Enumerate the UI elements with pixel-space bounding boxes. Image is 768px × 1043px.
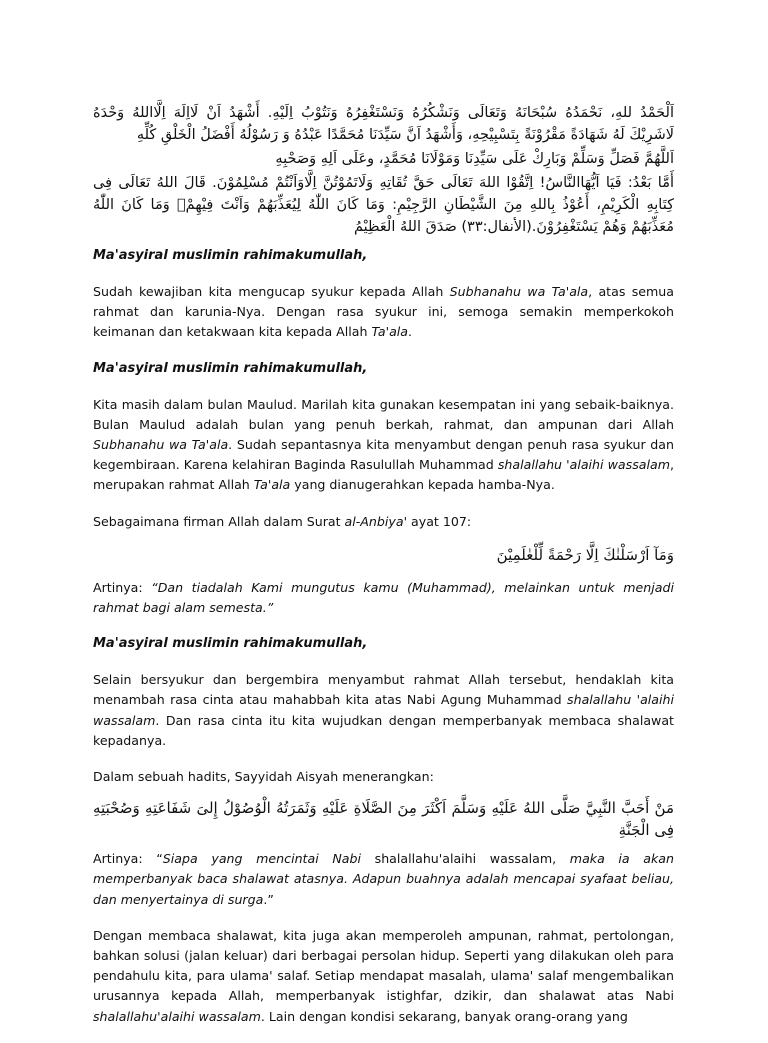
paragraph-syukur: Sudah kewajiban kita mengucap syukur kepada Allah Subhanahu wa Ta'ala, atas semua rahmat dan karunia-Nya. Dengan rasa syukur ini, semoga semakin memperkokoh keimanan dan ketakwaan kita kepada Allah Ta'ala.	[93, 284, 674, 340]
arabic-salawat-line: اَللَّهُمَّ فَصَلِّ وَسَلِّمْ وَبَارِكْ عَلَى سَيِّدِنَا وَمَوْلَانَا مُحَمَّدٍ، وعَلَى اَلِهِ وَصَحْبِهِ	[275, 151, 674, 167]
translation-hadith: Artinya: “Siapa yang mencintai Nabi shalallahu'alaihi wassalam, maka ia akan memperbanyak baca shalawat atasnya. Adapun buahnya adalah mencapai syafaat beliau, dan menyertainya di surga.”	[93, 851, 675, 907]
section-heading: Ma'asyiral muslimin rahimakumullah,	[93, 248, 368, 263]
section-heading: Ma'asyiral muslimin rahimakumullah,	[93, 360, 368, 376]
arabic-hadith: مَنْ أَحَبَّ النَّبِيَّ صَلَّى اللهُ عَلَيْهِ وَسَلَّمَ اَكْثَرَ مِنَ الصَّلَاةِ عَلَيْهِ وَثَمَرَتُهُ الْوُصُوْلُ إِلىَ شَفَاعَتِهِ وَصُحْبَتِهِ فِى الْجَنَّةِ	[93, 799, 674, 840]
paragraph-hadits-intro: Dalam sebuah hadits, Sayyidah Aisyah menerangkan:	[93, 769, 434, 785]
section-heading: Ma'asyiral muslimin rahimakumullah,	[93, 636, 368, 652]
document-body	[93, 100, 674, 1043]
paragraph-firman-intro: Sebagaimana firman Allah dalam Surat al-Anbiya' ayat 107:	[93, 513, 472, 529]
paragraph-mahabbah: Selain bersyukur dan bergembira menyambut rahmat Allah tersebut, hendaklah kita menambah rasa cinta atau mahabbah kita atas Nabi Agung Muhammad shalallahu 'alaihi wassalam. Dan rasa cinta itu kita wujudkan dengan memperbanyak membaca shalawat kepadanya.	[93, 672, 674, 748]
translation-verse: Artinya: “Dan tiadalah Kami mungutus kamu (Muhammad), melainkan untuk menjadi rahmat bagi alam semesta.”	[93, 579, 674, 616]
arabic-amma-badu: أَمَّا بَعْدُ: فَيَا اَيُّهَاالنَّاسُ! اِتَّقُوْا اللهَ تَعَالَى حَقَّ تُقَاتِهِ وَلَاتَمُوْتُنَّ اِلَّاوَاَنْتُمْ مُسْلِمُوْنَ. قَالَ اللهُ تَعَالَى فِى كِتَابِهِ الْكَرِيْمِ، أَعُوْذُ بِاللهِ مِنَ الشَّيْطَانِ الرَّجِيْمِ: وَمَا كَانَ اللّٰهُ لِيُعَذِّبَهُمْ وَاَنْتَ فِيْهِمْۗ وَمَا كَانَ اللّٰهُ مُعَذِّبَهُمْ وَهُمْ يَسْتَغْفِرُوْنَ.(الأنفال:٣٣) صَدَقَ اللهُ الْعَظِيْمُ	[93, 175, 674, 235]
paragraph-shalawat-benefits: Dengan membaca shalawat, kita juga akan memperoleh ampunan, rahmat, pertolongan, bahkan solusi (jalan keluar) dari berbagai persolan hidup. Seperti yang dilakukan oleh para pendahulu kita, para ulama' salaf. Setiap mendapat masalah, ulama' salaf mengembalikan urusannya kepada Allah, memperbanyak istighfar, dzikir, dan shalawat atas Nabi shalallahu'alaihi wassalam. Lain dengan kondisi sekarang, banyak orang-orang yang	[93, 927, 674, 1024]
arabic-verse-anbiya: وَمَآ اَرْسَلْنٰكَ اِلَّا رَحْمَةً لِّلْعٰلَمِيْنَ	[496, 545, 674, 564]
arabic-opening-praise: اَلْحَمْدُ للهِ، نَحْمَدُهُ سُبْحَانَهُ وَتَعَالَى وَنَشْكُرُهُ وَنَسْتَغْفِرُهُ وَنَتُوْبُ اِلَيْهِ. أَشْهَدُ اَنْ لَااِلَهَ اِلَّااللهُ وَحْدَهُ لَاشَرِيْكَ لَهُ شَهَادَةً مَقْرُوْنَةً بِتَسْبِيْحِهِ، وَأَشْهَدُ اَنَّ سَيِّدَنَا مُحَمَّدًا عَبْدُهُ وَ رَسُوْلُهُ أَفْضَلُ الْخَلْقِ كُلِّهِ	[93, 105, 674, 143]
paragraph-maulud: Kita masih dalam bulan Maulud. Marilah kita gunakan kesempatan ini yang sebaik-baiknya. Bulan Maulud adalah bulan yang penuh berkah, rahmat, dan ampunan dari Allah Subhanahu wa Ta'ala. Sudah sepantasnya kita menyambut dengan penuh rasa syukur dan kegembiraan. Karena kelahiran Baginda Rasulullah Muhammad shalallahu 'alaihi wassalam, merupakan rahmat Allah Ta'ala yang dianugerahkan kepada hamba-Nya.	[93, 396, 675, 493]
